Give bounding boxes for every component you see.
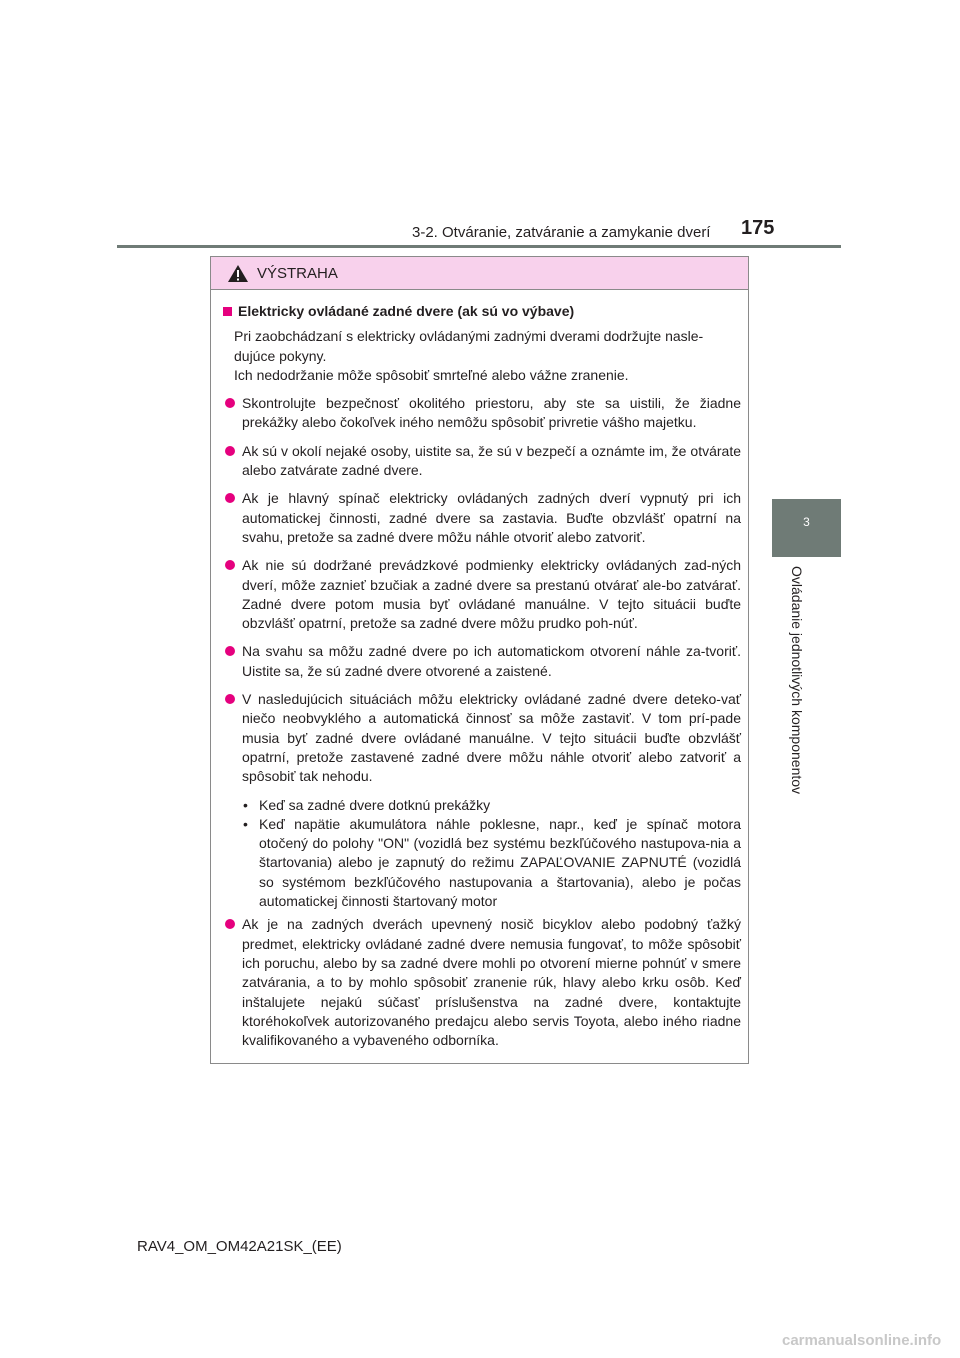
sub-item <box>243 796 741 815</box>
bullet-dot-icon <box>225 446 235 456</box>
chapter-number: 3 <box>803 515 810 529</box>
bullet-dot-icon <box>225 919 235 929</box>
footer-code: RAV4_OM_OM42A21SK_(EE) <box>137 1238 342 1255</box>
bullet-item <box>223 442 741 481</box>
bullet-dot-icon <box>225 560 235 570</box>
bullet-dot-icon <box>225 398 235 408</box>
bullet-item <box>223 690 741 786</box>
bullet-dot-icon <box>225 493 235 503</box>
sub-bullet-marker: • <box>243 796 248 813</box>
header-title: 3-2. Otváranie, zatváranie a zamykanie dverí <box>412 224 711 241</box>
bullet-text: Ak sú v okolí nejaké osoby, uistite sa, že sú v bezpečí a oznámte im, že otvárate alebo zatvárate zadné dvere. <box>242 442 741 479</box>
page-number: 175 <box>741 217 775 239</box>
warning-triangle-icon <box>227 264 249 283</box>
sub-bullet-marker: • <box>243 815 248 832</box>
intro-line: Ich nedodržanie môže spôsobiť smrteľné alebo vážne zranenie. <box>234 366 629 383</box>
sub-item-text: Keď napätie akumulátora náhle poklesne, napr., keď je spínač motora otočený do polohy "ON" (vozidlá bez systému bezkľúčového nastupova-nia a štartovania) alebo je zapnutý do režimu ZAPAĽOVANIE ZAPNUTÉ (vozidlá so systémom bezkľúčového nastupovania a štartovania), alebo je počas automatickej činnosti štartovaný motor <box>259 815 741 910</box>
intro-line: Pri zaobchádzaní s elektricky ovládanými zadnými dverami dodržujte nasle-dujúce pokyny. <box>234 328 704 364</box>
warning-body <box>211 290 748 1050</box>
header-divider <box>117 245 841 248</box>
square-bullet-icon <box>223 307 232 316</box>
warning-box <box>210 256 749 1064</box>
bullet-dot-icon <box>225 646 235 656</box>
sub-item-text: Keď sa zadné dvere dotknú prekážky <box>259 796 491 813</box>
bullet-item <box>223 556 741 633</box>
bullet-text: Na svahu sa môžu zadné dvere po ich automatickom otvorení náhle za-tvoriť. Uistite sa, že sú zadné dvere otvorené a zaistené. <box>242 643 741 679</box>
bullet-dot-icon <box>225 694 235 704</box>
section-heading <box>223 302 741 321</box>
bullet-item <box>223 489 741 547</box>
section-heading-text: Elektricky ovládané zadné dvere (ak sú vo výbave) <box>238 303 575 319</box>
sub-item <box>243 815 741 911</box>
bullet-text: Ak nie sú dodržané prevádzkové podmienky elektricky ovládaných zad-ných dverí, môže zaznieť bzučiak a zadné dvere sa prestanú otvárať ale-bo zatvárať. Zadné dvere potom musia byť ovládané manuálne. V tejto situácii buďte obzvlášť opatrní, pretože sa zadné dvere môžu prudko poh-núť. <box>242 557 741 632</box>
bullet-text: V nasledujúcich situáciách môžu elektricky ovládané zadné dvere deteko-vať niečo neobvyklého a automatická činnosť sa môže zastaviť. V tom prí-pade musia byť zadné dvere ovládané manuálne. V tejto situácii buďte obzvlášť opatrní, pretože zastavené zadné dvere môžu náhle otvoriť alebo zatvoriť a spôsobiť tak nehodu. <box>242 691 741 785</box>
bullet-text: Skontrolujte bezpečnosť okolitého priestoru, aby ste sa uistili, že žiadne prekážky alebo čokoľvek iného nemôžu spôsobiť privretie vášho majetku. <box>242 395 741 431</box>
bullet-text: Ak je hlavný spínač elektricky ovládaných zadných dverí vypnutý pri ich automatickej činnosti, zadné dvere sa zastavia. Buďte obzvlášť opatrní na svahu, pretože sa zadné dvere môžu náhle otvoriť alebo zatvoriť. <box>242 490 741 545</box>
chapter-tab <box>772 499 841 557</box>
bullet-item <box>223 915 741 1050</box>
warning-title: VÝSTRAHA <box>257 264 338 282</box>
intro-text <box>234 327 741 385</box>
watermark: carmanualsonline.info <box>782 1332 942 1349</box>
bullet-item <box>223 642 741 681</box>
sub-list <box>243 796 741 912</box>
warning-header <box>211 257 748 290</box>
chapter-label: Ovládanie jednotlivých komponentov <box>789 566 805 795</box>
bullet-item <box>223 394 741 433</box>
bullet-text: Ak je na zadných dverách upevnený nosič bicyklov alebo podobný ťažký predmet, elektricky ovládané zadné dvere nemusia fungovať, to môže spôsobiť ich poruchu, alebo by sa zadné dvere mohli po otvorení mierne pohnúť v smere zatvárania, a to by mohlo spôsobiť zranenie rúk, hlavy alebo krku osôb. Keď inštalujete nejakú súčasť príslušenstva na zadné dvere, kontaktujte ktoréhokoľvek autorizovaného predajcu alebo servis Toyota, alebo iného riadne kvalifikovaného a vybaveného odborníka. <box>242 916 741 1049</box>
